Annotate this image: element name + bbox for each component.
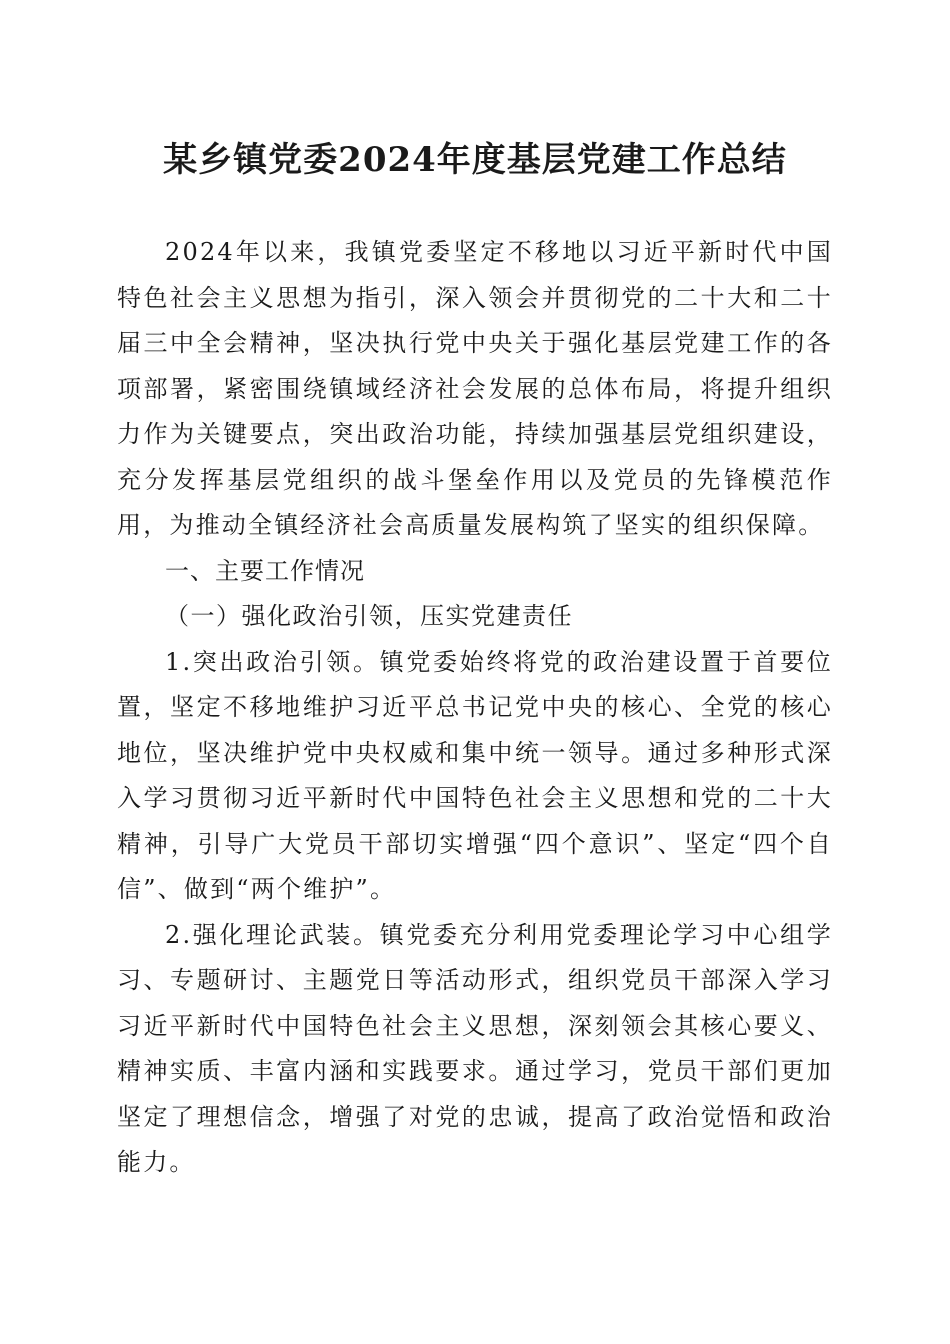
subsection-heading-political-leadership: （一）强化政治引领，压实党建责任	[165, 602, 573, 630]
item-paragraph-theory-study: 2.强化理论武装。镇党委充分利用党委理论学习中心组学习、专题研讨、主题党日等活动形式，组织党员干部深入学习习近平新时代中国特色社会主义思想，深刻领会其核心要义、精神实质、丰富内涵和实践要求。通过学习，党员干部们更加坚定了理想信念，增强了对党的忠诚，提高了政治觉悟和政治能力。	[117, 920, 833, 1176]
section-heading-main-work: 一、主要工作情况	[165, 556, 365, 585]
intro-paragraph: 2024年以来，我镇党委坚定不移地以习近平新时代中国特色社会主义思想为指引，深入领会并贯彻党的二十大和二十届三中全会精神，坚决执行党中央关于强化基层党建工作的各项部署，紧密围绕镇域经济社会发展的总体布局，将提升组织力作为关键要点，突出政治功能，持续加强基层党组织建设，充分发挥基层党组织的战斗堡垒作用以及党员的先锋模范作用，为推动全镇经济社会高质量发展构筑了坚实的组织保障。	[117, 238, 833, 539]
document-body	[117, 230, 833, 1186]
item-paragraph-political-leadership: 1.突出政治引领。镇党委始终将党的政治建设置于首要位置，坚定不移地维护习近平总书记党中央的核心、全党的核心地位，坚决维护党中央权威和集中统一领导。通过多种形式深入学习贯彻习近平新时代中国特色社会主义思想和党的二十大精神，引导广大党员干部切实增强“四个意识”、坚定“四个自信”、做到“两个维护”。	[117, 647, 833, 903]
document-title: 某乡镇党委2024年度基层党建工作总结	[163, 140, 787, 180]
